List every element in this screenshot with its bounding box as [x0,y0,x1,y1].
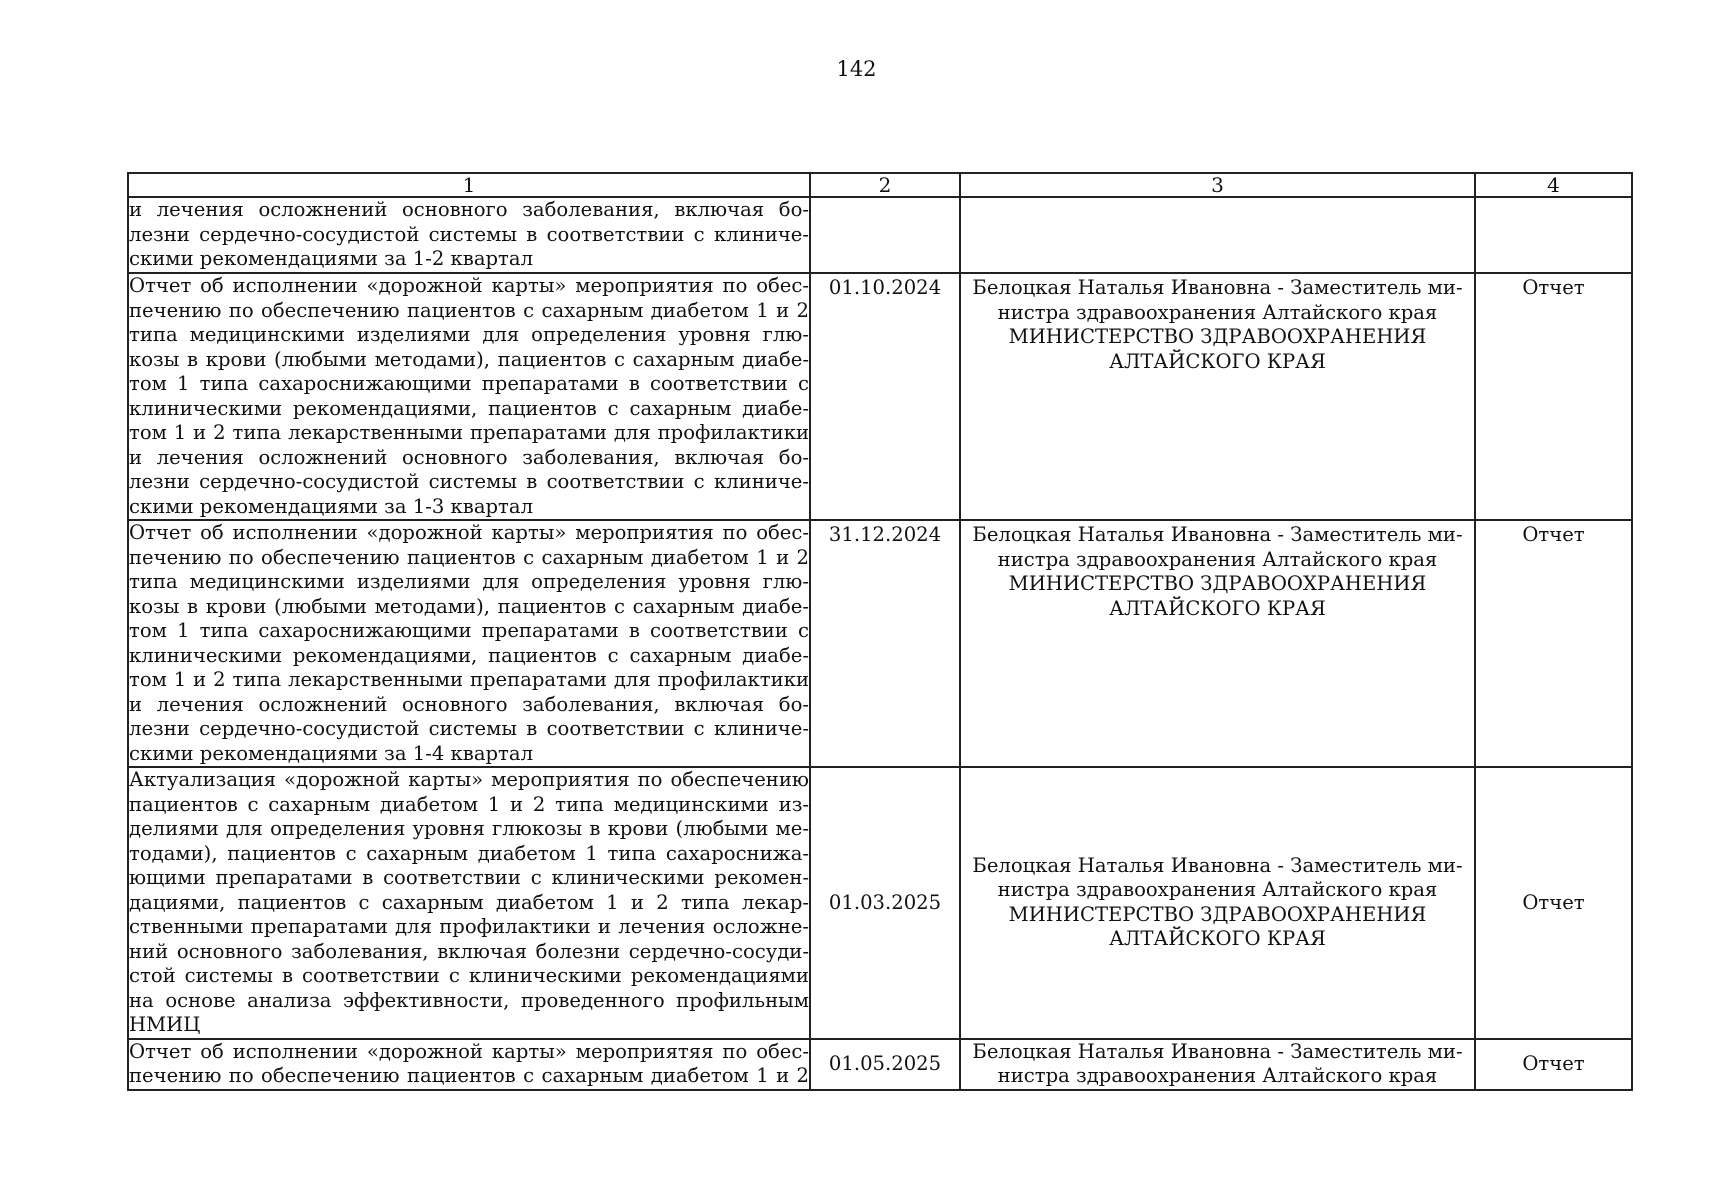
responsible-position: нистра здравоохранения Алтайского края [997,547,1438,571]
event-text-line: стой системы в соответствии с клиническими рекомендациями [129,964,809,987]
event-text-line: НМИЦ [129,1013,201,1036]
event-description-cell [128,273,810,520]
event-text-line: том 1 типа сахароснижающими препаратами в соответствии с [129,619,809,642]
event-text-line: лезни сердечно-сосудистой системы в соответствии с клиниче- [129,222,809,246]
responsible-position: нистра здравоохранения Алтайского края [997,300,1438,324]
table-row [128,273,1632,520]
event-description-cell [128,1039,810,1090]
responsible-person: Белоцкая Наталья Ивановна - Заместитель ми- [972,1039,1463,1063]
event-text-line: и лечения осложнений основного заболевания, включая бо- [129,445,809,469]
responsible-organization-region: АЛТАЙСКОГО КРАЯ [1109,349,1326,373]
column-header-3: 3 [960,173,1475,197]
event-text-line: лезни сердечно-сосудистой системы в соответствии с клиниче- [129,717,809,740]
responsible-organization: МИНИСТЕРСТВО ЗДРАВООХРАНЕНИЯ [1008,572,1427,595]
event-text-line: том 1 и 2 типа лекарственными препаратами для профилактики [129,668,809,691]
responsible-position: нистра здравоохранения Алтайского края [997,1064,1438,1087]
table-row [128,520,1632,767]
responsible-person: Белоцкая Наталья Ивановна - Заместитель ми- [972,853,1463,877]
event-text-line: печению по обеспечению пациентов с сахарным диабетом 1 и 2 [129,1064,809,1087]
table-row [128,1039,1632,1090]
event-text-line: скими рекомендациями за 1-2 квартал [129,247,534,270]
plan-table [127,172,1633,1091]
event-text-line: том 1 и 2 типа лекарственными препаратами для профилактики [129,421,809,444]
event-text-line: клиническими рекомендациями, пациентов с сахарным диабе- [129,643,809,667]
result-cell: Отчет [1475,767,1632,1039]
responsible-cell [960,520,1475,767]
column-header-1: 1 [128,173,810,197]
responsible-cell [960,767,1475,1039]
table-header-row [128,173,1632,197]
date-cell: 01.05.2025 [810,1039,960,1090]
date-cell: 31.12.2024 [810,520,960,767]
responsible-position: нистра здравоохранения Алтайского края [997,878,1438,902]
responsible-cell [960,1039,1475,1090]
date-cell: 01.10.2024 [810,273,960,520]
date-cell [810,197,960,273]
event-text-line: том 1 типа сахароснижающими препаратами в соответствии с [129,372,809,395]
date-cell: 01.03.2025 [810,767,960,1039]
event-description-cell [128,197,810,273]
event-text-line: Отчет об исполнении «дорожной карты» мероприятяя по обес- [129,1039,809,1063]
result-cell: Отчет [1475,520,1632,767]
result-cell: Отчет [1475,1039,1632,1090]
event-text-line: скими рекомендациями за 1-4 квартал [129,741,534,765]
event-text-line: скими рекомендациями за 1-3 квартал [129,494,534,518]
column-header-2: 2 [810,173,960,197]
responsible-organization: МИНИСТЕРСТВО ЗДРАВООХРАНЕНИЯ [1008,902,1427,926]
table-row [128,767,1632,1039]
event-text-line: печению по обеспечению пациентов с сахарным диабетом 1 и 2 [129,298,809,322]
responsible-person: Белоцкая Наталья Ивановна - Заместитель ми- [972,276,1463,299]
event-text-line: козы в крови (любыми методами), пациентов с сахарным диабе- [129,594,809,618]
page-number: 142 [836,57,877,81]
event-text-line: лезни сердечно-сосудистой системы в соответствии с клиниче- [129,470,809,493]
event-text-line: и лечения осложнений основного заболевания, включая бо- [129,198,809,221]
event-text-line: козы в крови (любыми методами), пациентов с сахарным диабе- [129,347,809,371]
event-text-line: печению по обеспечению пациентов с сахарным диабетом 1 и 2 [129,545,809,569]
event-text-line: Актуализация «дорожной карты» мероприятия по обеспечению [129,768,809,791]
table-row [128,197,1632,273]
result-cell: Отчет [1475,273,1632,520]
event-text-line: делиями для определения уровня глюкозы в крови (любыми ме- [129,817,809,840]
event-text-line: ний основного заболевания, включая болезни сердечно-сосуди- [129,939,809,963]
event-text-line: пациентов с сахарным диабетом 1 и 2 типа медицинскими из- [129,792,809,816]
event-text-line: ственными препаратами для профилактики и лечения осложне- [129,915,809,938]
responsible-organization: МИНИСТЕРСТВО ЗДРАВООХРАНЕНИЯ [1008,325,1427,348]
event-text-line: тодами), пациентов с сахарным диабетом 1 типа сахароснижа- [129,841,809,865]
column-header-4: 4 [1475,173,1632,197]
event-text-line: Отчет об исполнении «дорожной карты» мероприятия по обес- [129,274,809,297]
event-text-line: клиническими рекомендациями, пациентов с сахарным диабе- [129,396,809,420]
responsible-person: Белоцкая Наталья Ивановна - Заместитель ми- [972,523,1463,546]
event-text-line: дациями, пациентов с сахарным диабетом 1 и 2 типа лекар- [129,890,809,914]
responsible-organization-region: АЛТАЙСКОГО КРАЯ [1109,596,1326,620]
event-text-line: типа медицинскими изделиями для определения уровня глю- [129,570,809,593]
event-description-cell [128,520,810,767]
responsible-cell [960,273,1475,520]
responsible-organization-region: АЛТАЙСКОГО КРАЯ [1109,927,1326,951]
event-text-line: Отчет об исполнении «дорожной карты» мероприятия по обес- [129,521,809,544]
event-text-line: ющими препаратами в соответствии с клиническими рекомен- [129,866,809,889]
event-text-line: типа медицинскими изделиями для определения уровня глю- [129,323,809,346]
responsible-cell [960,197,1475,273]
event-text-line: и лечения осложнений основного заболевания, включая бо- [129,692,809,716]
result-cell [1475,197,1632,273]
event-text-line: на основе анализа эффективности, проведенного профильным [129,988,809,1012]
event-description-cell [128,767,810,1039]
